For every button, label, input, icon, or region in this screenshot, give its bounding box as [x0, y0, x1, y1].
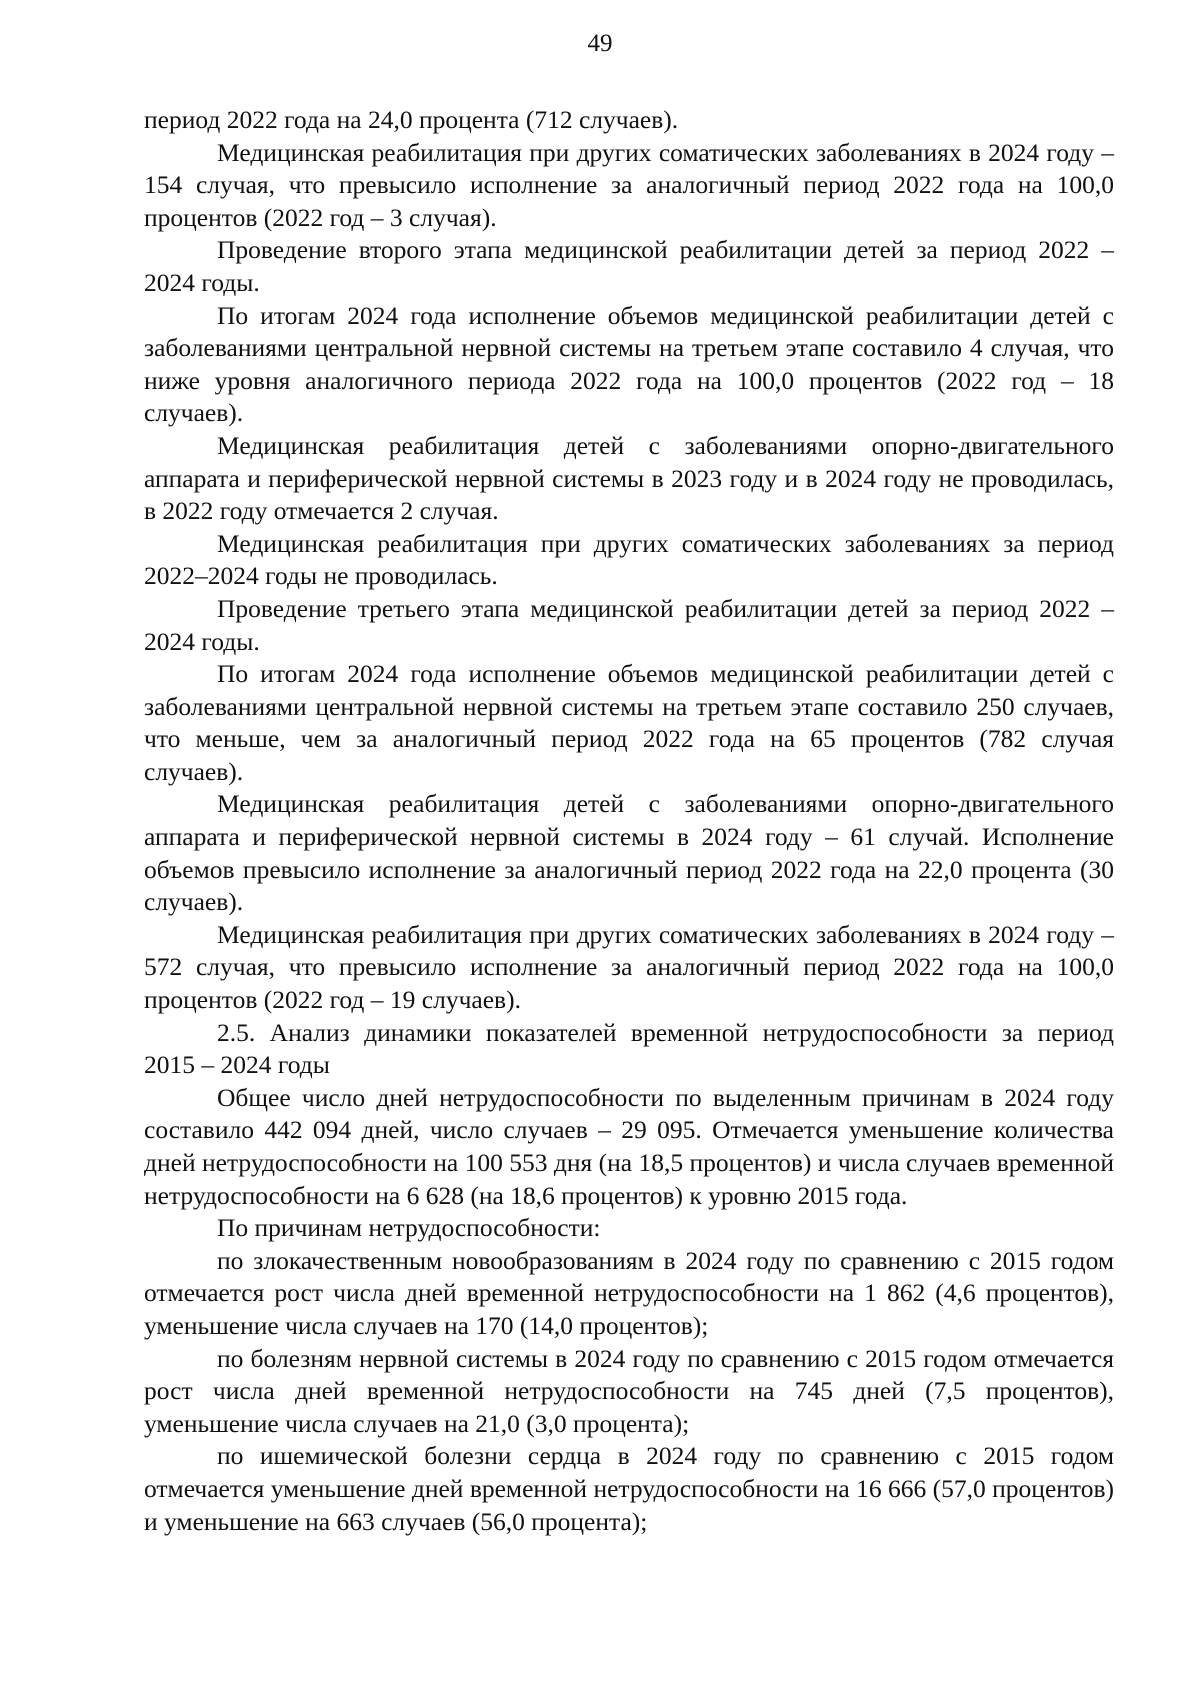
- paragraph: По итогам 2024 года исполнение объемов медицинской реабилитации детей с заболеваниями центральной нервной системы на третьем этапе составило 250 случаев, что меньше, чем за аналогичный период 2022 года на 65 процентов (782 случая случаев).: [144, 659, 1114, 786]
- section-heading: 2.5. Анализ динамики показателей временной нетрудоспособности за период 2015 – 2024 годы: [144, 1017, 1114, 1080]
- paragraph: По причинам нетрудоспособности:: [217, 1213, 601, 1243]
- document-body: [144, 104, 1114, 1538]
- paragraph: Медицинская реабилитация детей с заболеваниями опорно-двигательного аппарата и периферической нервной системы в 2024 году – 61 случай. Исполнение объемов превысило исполнение за аналогичный период 2022 года на 22,0 процента (30 случаев).: [144, 789, 1114, 917]
- list-item: по болезням нервной системы в 2024 году по сравнению с 2015 годом отмечается рост числа дней временной нетрудоспособности на 745 дней (7,5 процентов), уменьшение числа случаев на 21,0 (3,0 процента);: [144, 1343, 1114, 1438]
- list-item: по злокачественным новообразованиям в 2024 году по сравнению с 2015 годом отмечается рост числа дней временной нетрудоспособности на 1 862 (4,6 процентов), уменьшение числа случаев на 170 (14,0 процентов);: [144, 1245, 1114, 1340]
- page-number: 49: [587, 30, 613, 57]
- paragraph: По итогам 2024 года исполнение объемов медицинской реабилитации детей с заболеваниями центральной нервной системы на третьем этапе составило 4 случая, что ниже уровня аналогичного периода 2022 года на 100,0 процентов (2022 год – 18 случаев).: [144, 300, 1114, 428]
- paragraph: Медицинская реабилитация при других соматических заболеваниях за период 2022–2024 годы не проводилась.: [144, 528, 1114, 591]
- paragraph: Проведение третьего этапа медицинской реабилитации детей за период 2022 – 2024 годы.: [144, 593, 1114, 656]
- paragraph: Проведение второго этапа медицинской реабилитации детей за период 2022 – 2024 годы.: [144, 235, 1114, 297]
- paragraph: Медицинская реабилитация при других соматических заболеваниях в 2024 году – 154 случая, что превысило исполнение за аналогичный период 2022 года на 100,0 процентов (2022 год – 3 случая).: [144, 137, 1114, 232]
- list-item: по ишемической болезни сердца в 2024 году по сравнению с 2015 годом отмечается уменьшение дней временной нетрудоспособности на 16 666 (57,0 процентов) и уменьшение на 663 случаев (56,0 процента);: [144, 1441, 1114, 1536]
- paragraph: Общее число дней нетрудоспособности по выделенным причинам в 2024 году составило 442 094 дней, число случаев – 29 095. Отмечается уменьшение количества дней нетрудоспособности на 100 553 дня (на 18,5 процентов) и числа случаев временной нетрудоспособности на 6 628 (на 18,6 процентов) к уровню 2015 года.: [144, 1082, 1114, 1210]
- paragraph: Медицинская реабилитация при других соматических заболеваниях в 2024 году – 572 случая, что превысило исполнение за аналогичный период 2022 года на 100,0 процентов (2022 год – 19 случаев).: [144, 919, 1114, 1015]
- paragraph-continuation: период 2022 года на 24,0 процента (712 случаев).: [144, 105, 679, 134]
- paragraph: Медицинская реабилитация детей с заболеваниями опорно-двигательного аппарата и периферической нервной системы в 2023 году и в 2024 году не проводилась, в 2022 году отмечается 2 случая.: [144, 430, 1114, 526]
